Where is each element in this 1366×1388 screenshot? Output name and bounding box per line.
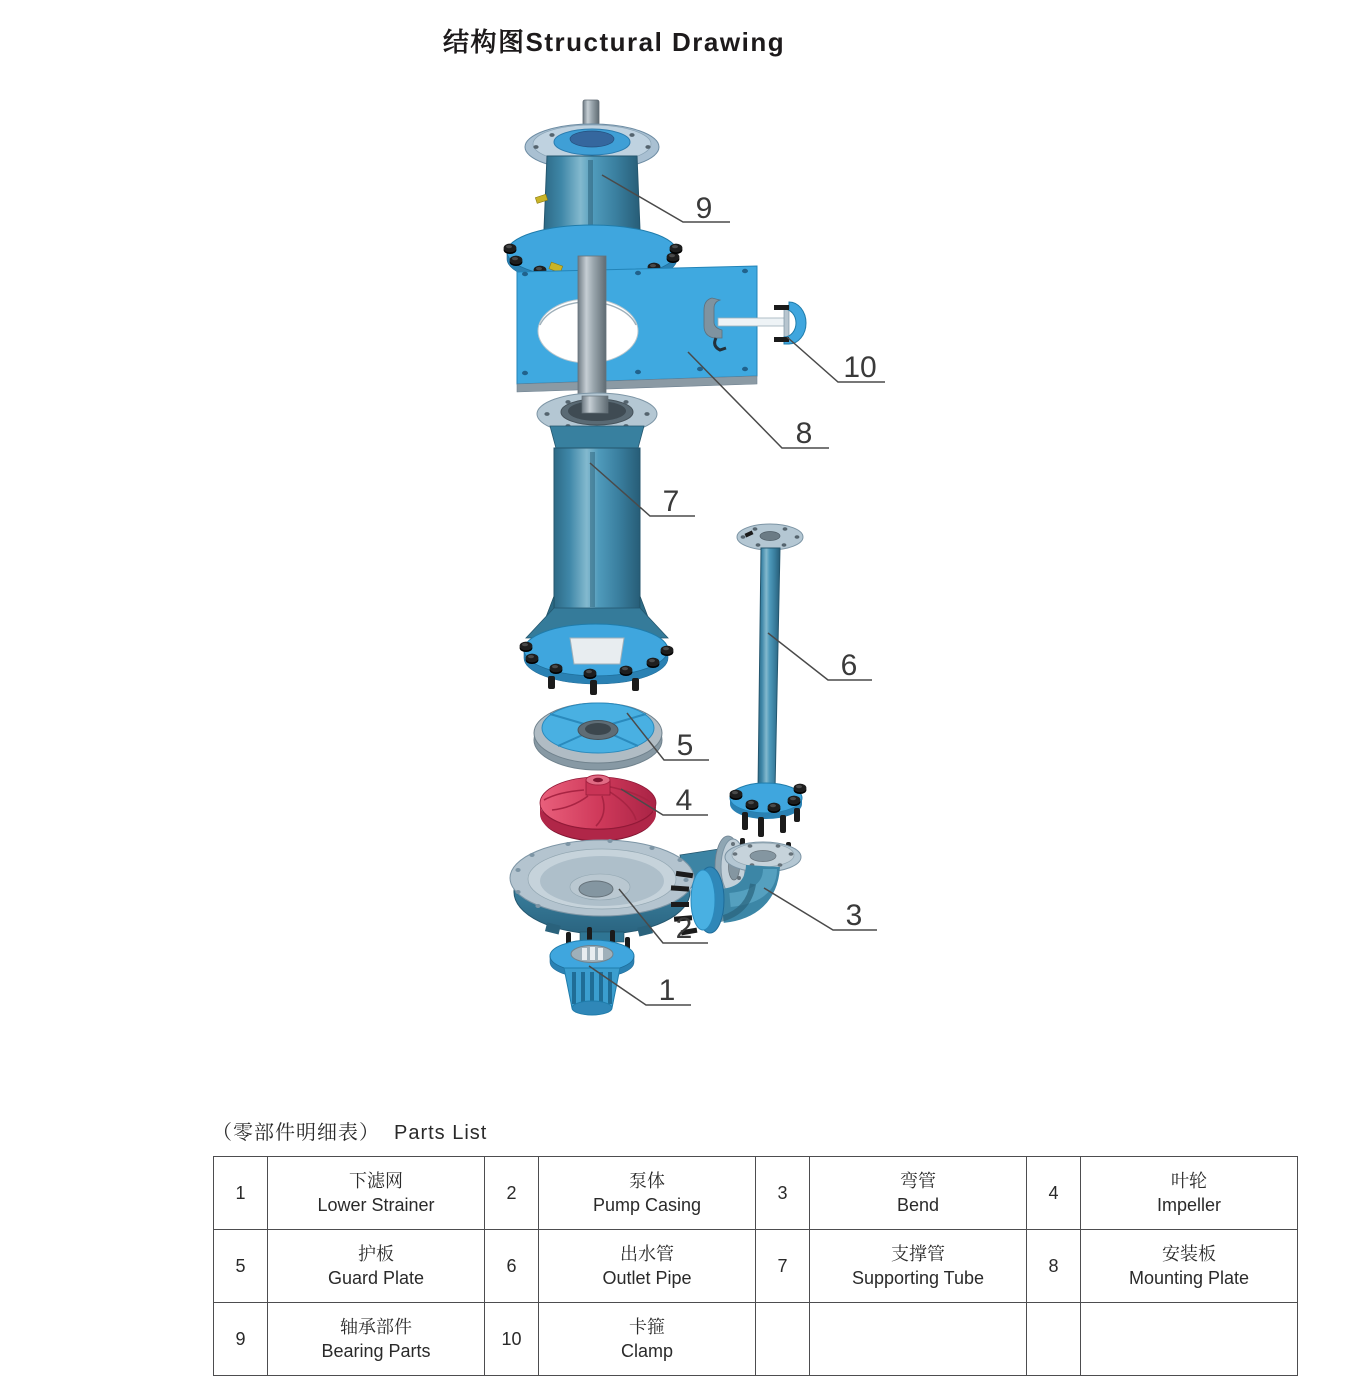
part-name-cn: 泵体 [629,1171,665,1191]
part-name-en: Bend [896,1195,940,1215]
part-name-en: Bearing Parts [321,1341,431,1361]
part-name-cn: 支撑管 [891,1244,945,1264]
part-name-cn: 安装板 [1162,1244,1216,1264]
part-name-cn: 轴承部件 [340,1317,412,1337]
part-name-en: Supporting Tube [851,1268,985,1288]
part-name-cn: 叶轮 [1171,1171,1207,1191]
callout-9: 9 [695,192,713,225]
part-name-en: Impeller [1156,1195,1222,1215]
part-number-cell [1027,1303,1081,1376]
part-name-cell [268,1157,485,1230]
parts-list-caption [212,1116,487,1145]
callout-5: 5 [676,729,694,762]
part-name-cell [810,1303,1027,1376]
part-number-cell: 10 [485,1303,539,1376]
part-impeller [540,775,656,841]
part-number-cell: 3 [756,1157,810,1230]
callout-2: 2 [675,912,693,945]
part-number-cell: 9 [214,1303,268,1376]
parts-list-caption-en: Parts List [394,1122,488,1144]
part-name-cell [810,1157,1027,1230]
part-name-cn: 下滤网 [349,1171,403,1191]
part-name-cell [810,1230,1027,1303]
table-row [214,1303,1298,1376]
part-name-cn: 护板 [358,1244,394,1264]
part-name-en: Guard Plate [327,1268,425,1288]
part-guard-plate [534,703,662,770]
part-name-cn: 弯管 [900,1171,936,1191]
part-name-en: Mounting Plate [1128,1268,1250,1288]
callout-1: 1 [658,974,676,1007]
part-name-en: Pump Casing [592,1195,702,1215]
structural-drawing [440,80,940,1040]
part-number-cell [756,1303,810,1376]
part-name-cell [1081,1230,1298,1303]
pump-shaft [578,256,606,414]
part-mounting-plate [517,266,757,392]
part-name-cell [539,1230,756,1303]
parts-list-table [213,1156,1298,1376]
callout-10: 10 [843,351,877,384]
part-name-en: Outlet Pipe [602,1268,692,1288]
callout-8: 8 [795,417,813,450]
part-name-cell [1081,1303,1298,1376]
part-name-en: Clamp [620,1341,673,1361]
part-number-cell: 2 [485,1157,539,1230]
part-number-cell: 4 [1027,1157,1081,1230]
callout-6: 6 [840,649,858,682]
part-number-cell: 7 [756,1230,810,1303]
part-number-cell: 5 [214,1230,268,1303]
part-name-cell [539,1303,756,1376]
part-name-cell [1081,1157,1298,1230]
part-name-cell [268,1230,485,1303]
callout-4: 4 [675,784,693,817]
part-name-cn: 卡箍 [629,1317,665,1337]
part-supporting-tube [520,393,674,695]
callout-3: 3 [845,899,863,932]
table-row [214,1157,1298,1230]
part-outlet-pipe [730,524,807,837]
part-number-cell: 6 [485,1230,539,1303]
part-number-cell: 1 [214,1157,268,1230]
parts-list-caption-cn: （零部件明细表） [212,1122,380,1144]
part-name-cn: 出水管 [620,1244,674,1264]
table-row [214,1230,1298,1303]
part-number-cell: 8 [1027,1230,1081,1303]
part-name-cell [539,1157,756,1230]
part-name-cell [268,1303,485,1376]
page-title: 结构图Structural Drawing [443,27,786,57]
part-name-en: Lower Strainer [317,1195,435,1215]
callout-7: 7 [662,485,680,518]
